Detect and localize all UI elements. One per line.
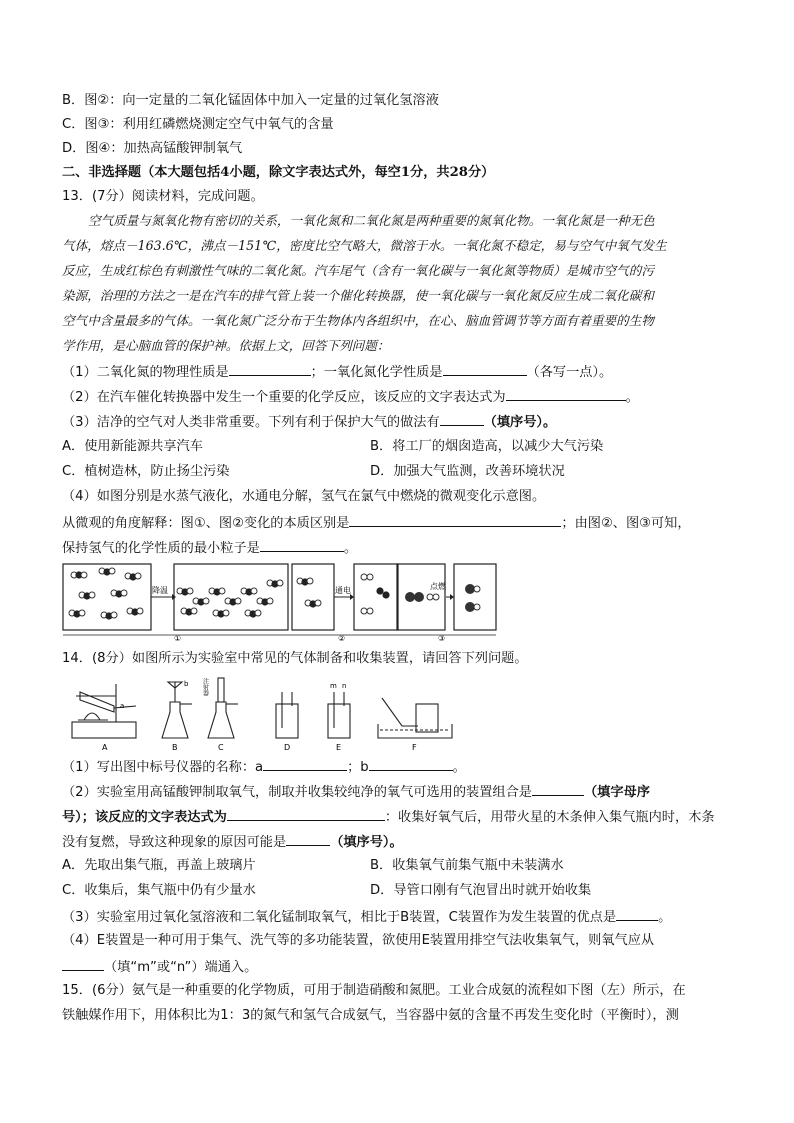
q15-line2: 铁触媒作用下，用体积比为1：3的氮气和氢气合成氨气，当容器中氨的含量不再发生变化时（平衡时），测 bbox=[62, 1008, 679, 1023]
q14-part3: （3）实验室用过氧化氢溶液和二氧化锰制取氧气，相比于B装置，C装置作为发生装置的优点是 。 bbox=[62, 907, 671, 927]
q13-part4-particle: 保持氢气的化学性质的最小粒子是 。 bbox=[62, 538, 357, 558]
answer-blank[interactable] bbox=[229, 362, 311, 376]
q14-apparatus-figure bbox=[62, 674, 472, 752]
hydrogen-chlorine-molecules bbox=[405, 592, 439, 602]
answer-blank[interactable] bbox=[227, 807, 385, 821]
label-marker-n: n bbox=[342, 682, 347, 690]
label-f: F bbox=[412, 743, 417, 752]
q14-part2-line3: 没有复燃，导致这种现象的原因可能是 （填序号）。 bbox=[62, 832, 403, 852]
passage-line-2: 气体，熔点－163.6℃，沸点－151℃，密度比空气略大，微溶于水。一氧化氮不稳定，易与空气中氧气发生 bbox=[62, 238, 667, 253]
q13-heading: 13．(7分）阅读材料，完成问题。 bbox=[62, 189, 264, 204]
label-e: E bbox=[336, 743, 342, 752]
q15-line1: 15．(6分）氨气是一种重要的化学物质，可用于制造硝酸和氮肥。工业合成氨的流程如下图（左）所示，在 bbox=[62, 983, 686, 998]
q14-option-a: A．先取出集气瓶，再盖上玻璃片 bbox=[62, 858, 256, 873]
q13-option-b: B．将工厂的烟囱造高，以减少大气污染 bbox=[370, 439, 604, 454]
option-b: B．图②：向一定量的二氧化锰固体中加入一定量的过氧化氢溶液 bbox=[62, 93, 439, 108]
passage-line-1: 空气质量与氮氧化物有密切的关系，一氧化氮和二氧化氮是两种重要的氮氧化物。一氧化氮是一种无色 bbox=[88, 213, 655, 228]
apparatus-e bbox=[328, 692, 350, 738]
q13-option-d: D．加强大气监测，改善环境状况 bbox=[370, 464, 565, 479]
answer-blank[interactable] bbox=[349, 513, 561, 527]
apparatus-f bbox=[378, 698, 452, 738]
figure-label-3: ③ bbox=[438, 634, 446, 643]
liquid-water-molecules bbox=[177, 580, 283, 618]
svg-text:通电: 通电 bbox=[335, 586, 351, 595]
label-syringe: 注射器 bbox=[201, 678, 209, 696]
q13-option-c: C．植树造林，防止扬尘污染 bbox=[62, 464, 230, 479]
label-b: B bbox=[172, 743, 178, 752]
label-marker-b: b bbox=[184, 680, 189, 688]
q13-part4-explain: 从微观的角度解释：图①、图②变化的本质区别是 ；由图②、图③可知， bbox=[62, 513, 691, 533]
apparatus-b bbox=[162, 682, 192, 738]
water-molecules-before-electrolysis bbox=[297, 578, 321, 608]
q14-part1: （1）写出图中标号仪器的名称：a ；b 。 bbox=[62, 757, 466, 777]
q13-part2: （2）在汽车催化转换器中发生一个重要的化学反应，该反应的文字表达式为 。 bbox=[62, 387, 639, 407]
figure-label-1: ① bbox=[174, 634, 182, 643]
passage-line-3: 反应，生成红棕色有刺激性气味的二氧化氮。汽车尾气（含有一氧化碳与一氧化氮等物质）是城市空气的污 bbox=[62, 263, 654, 278]
apparatus-d bbox=[276, 692, 298, 738]
q14-option-b: B．收集氧气前集气瓶中未装满水 bbox=[370, 858, 564, 873]
q14-heading: 14．(8分）如图所示为实验室中常见的气体制备和收集装置，请回答下列问题。 bbox=[62, 651, 528, 666]
answer-blank[interactable] bbox=[506, 387, 626, 401]
q14-part2-line1: （2）实验室用高锰酸钾制取氧气，制取并收集较纯净的氧气可选用的装置组合是 （填字母序 bbox=[62, 782, 650, 802]
electrolysis-arrow bbox=[334, 585, 354, 600]
label-d: D bbox=[284, 743, 291, 752]
passage-line-5: 空气中含量最多的气体。一氧化氮广泛分布于生物体内各组织中，在心、脑血管调节等方面有着重要的生物 bbox=[62, 313, 654, 328]
answer-blank[interactable] bbox=[440, 412, 484, 426]
q14-part4-line2: （填“m”或“n”）端通入。 bbox=[62, 957, 257, 977]
q13-part3: （3）洁净的空气对人类非常重要。下列有利于保护大气的做法有 （填序号）。 bbox=[62, 412, 556, 432]
answer-blank[interactable] bbox=[62, 957, 104, 971]
option-d: D．图④：加热高锰酸钾制氧气 bbox=[62, 141, 243, 156]
figure-label-2: ② bbox=[338, 634, 346, 643]
answer-blank[interactable] bbox=[616, 907, 658, 921]
label-marker-m: m bbox=[330, 682, 337, 690]
answer-blank[interactable] bbox=[286, 832, 330, 846]
svg-text:点燃: 点燃 bbox=[430, 582, 446, 591]
apparatus-c bbox=[208, 678, 238, 738]
q14-part4-line1: （4）E装置是一种可用于集气、洗气等的多功能装置，欲使用E装置用排空气法收集氧气，则氧气应从 bbox=[62, 933, 655, 948]
answer-blank[interactable] bbox=[443, 362, 527, 376]
answer-blank[interactable] bbox=[263, 757, 347, 771]
water-vapor-molecules bbox=[69, 568, 143, 620]
passage-line-4: 染源，治理的方法之一是在汽车的排气管上装一个催化转换器，使一氧化碳与一氧化氮反应生成二氧化碳和 bbox=[62, 288, 654, 303]
q14-part2-line2: 号）；该反应的文字表达式为 ：收集好氧气后，用带火星的木条伸入集气瓶内时，木条 bbox=[62, 807, 715, 827]
passage-line-6: 学作用，是心脑血管的保护神。依据上文，回答下列问题： bbox=[62, 338, 390, 353]
q13-part1: （1）二氧化氮的物理性质是 ；一氧化氮化学性质是 （各写一点）。 bbox=[62, 362, 612, 382]
label-marker-a: a bbox=[120, 702, 125, 710]
answer-blank[interactable] bbox=[532, 782, 584, 796]
q14-option-d: D．导管口刚有气泡冒出时就开始收集 bbox=[370, 883, 592, 898]
svg-text:降温: 降温 bbox=[152, 586, 168, 595]
q13-molecule-figure bbox=[62, 561, 500, 643]
label-a: A bbox=[102, 743, 108, 752]
option-c: C．图③：利用红磷燃烧测定空气中氧气的含量 bbox=[62, 117, 334, 132]
hydrogen-chloride-molecules bbox=[465, 584, 480, 612]
section-heading: 二、非选择题（本大题包括4小题，除文字表达式外，每空1分，共28分） bbox=[62, 165, 495, 180]
hydrogen-oxygen-molecules bbox=[361, 574, 390, 614]
q13-option-a: A．使用新能源共享汽车 bbox=[62, 439, 203, 454]
apparatus-a bbox=[72, 684, 136, 738]
answer-blank[interactable] bbox=[260, 538, 344, 552]
answer-blank[interactable] bbox=[369, 757, 453, 771]
cooling-arrow bbox=[151, 585, 176, 600]
label-c: C bbox=[218, 743, 224, 752]
q14-option-c: C．收集后，集气瓶中仍有少量水 bbox=[62, 883, 256, 898]
q13-part4: （4）如图分别是水蒸气液化，水通电分解，氢气在氯气中燃烧的微观变化示意图。 bbox=[62, 489, 546, 504]
